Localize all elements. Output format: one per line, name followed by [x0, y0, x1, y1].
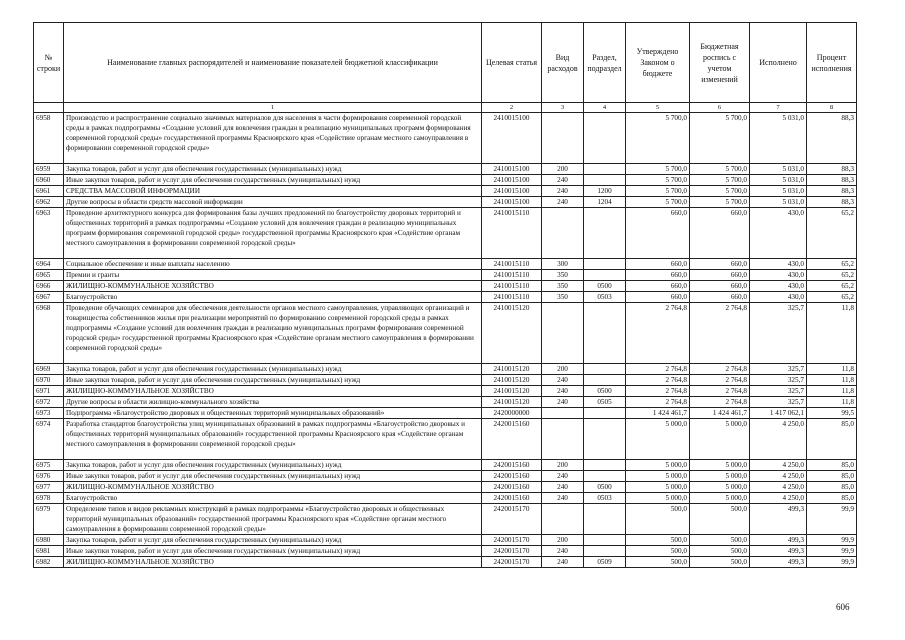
row-planned: 2 764,8 [690, 375, 750, 386]
row-executed: 4 250,0 [750, 482, 807, 493]
row-number: 6975 [34, 460, 64, 471]
row-number: 6959 [34, 164, 64, 175]
row-type [542, 408, 584, 419]
row-executed: 4 250,0 [750, 419, 807, 460]
col-number: 4 [584, 103, 626, 113]
row-percent: 11,8 [807, 303, 857, 364]
row-approved: 1 424 461,7 [626, 408, 690, 419]
row-name: Подпрограмма «Благоустройство дворовых и общественных территорий муниципальных образований» [64, 408, 482, 419]
row-target: 2420015160 [482, 482, 542, 493]
row-planned: 5 700,0 [690, 113, 750, 164]
row-target: 2420015160 [482, 460, 542, 471]
row-planned: 2 764,8 [690, 386, 750, 397]
row-target: 2410015110 [482, 259, 542, 270]
row-approved: 5 000,0 [626, 471, 690, 482]
row-target: 2420000000 [482, 408, 542, 419]
row-target: 2420015160 [482, 493, 542, 504]
row-target: 2410015120 [482, 397, 542, 408]
row-target: 2420015170 [482, 557, 542, 568]
row-target: 2420015160 [482, 471, 542, 482]
row-executed: 5 031,0 [750, 164, 807, 175]
row-percent: 99,9 [807, 504, 857, 535]
row-number: 6971 [34, 386, 64, 397]
row-executed: 430,0 [750, 270, 807, 281]
col-number: 8 [807, 103, 857, 113]
row-percent: 11,8 [807, 375, 857, 386]
row-planned: 500,0 [690, 504, 750, 535]
row-executed: 325,7 [750, 386, 807, 397]
row-type: 200 [542, 535, 584, 546]
table-row [34, 113, 857, 164]
header-name: Наименование главных распорядителей и наименование показателей бюджетной классификации [64, 23, 482, 103]
table-row [34, 259, 857, 270]
row-target: 2410015120 [482, 303, 542, 364]
col-number: 3 [542, 103, 584, 113]
row-approved: 660,0 [626, 270, 690, 281]
row-name: Производство и распространение социально значимых материалов для населения в части формирования современной городской среды в рамках подпрограммы «Создание условий для вовлечения граждан в реализацию муниципальных программ формирования современной городской среды» государственной программы Красноярского края «Содействие органам местного самоуправления в формировании современной городской среды» [64, 113, 482, 164]
row-number: 6960 [34, 175, 64, 186]
row-planned: 660,0 [690, 292, 750, 303]
row-target: 2420015160 [482, 419, 542, 460]
row-number: 6965 [34, 270, 64, 281]
row-number: 6973 [34, 408, 64, 419]
row-name: ЖИЛИЩНО-КОММУНАЛЬНОЕ ХОЗЯЙСТВО [64, 557, 482, 568]
row-number: 6981 [34, 546, 64, 557]
table-row [34, 482, 857, 493]
row-number: 6978 [34, 493, 64, 504]
row-type: 240 [542, 386, 584, 397]
row-number: 6969 [34, 364, 64, 375]
row-planned: 5 700,0 [690, 197, 750, 208]
row-percent: 85,0 [807, 419, 857, 460]
row-section [584, 303, 626, 364]
budget-report-page [33, 22, 857, 568]
table-row [34, 493, 857, 504]
row-target: 2420015170 [482, 504, 542, 535]
row-section [584, 259, 626, 270]
row-planned: 660,0 [690, 259, 750, 270]
row-target: 2410015110 [482, 270, 542, 281]
header-executed: Исполнено [750, 23, 807, 103]
table-row [34, 175, 857, 186]
row-planned: 5 700,0 [690, 164, 750, 175]
header-section: Раздел, подраздел [584, 23, 626, 103]
row-target: 2410015110 [482, 208, 542, 259]
row-target: 2410015110 [482, 281, 542, 292]
table-row [34, 419, 857, 460]
table-row [34, 281, 857, 292]
row-planned: 660,0 [690, 270, 750, 281]
row-planned: 5 000,0 [690, 471, 750, 482]
row-approved: 500,0 [626, 504, 690, 535]
row-executed: 325,7 [750, 303, 807, 364]
row-target: 2410015120 [482, 375, 542, 386]
row-planned: 5 700,0 [690, 186, 750, 197]
row-executed: 430,0 [750, 281, 807, 292]
row-percent: 11,8 [807, 386, 857, 397]
row-percent: 65,2 [807, 281, 857, 292]
row-target: 2410015120 [482, 386, 542, 397]
row-section: 0500 [584, 482, 626, 493]
row-approved: 2 764,8 [626, 375, 690, 386]
col-number: 5 [626, 103, 690, 113]
row-executed: 5 031,0 [750, 113, 807, 164]
row-name: Благоустройство [64, 292, 482, 303]
table-row [34, 364, 857, 375]
row-target: 2410015100 [482, 197, 542, 208]
row-number: 6964 [34, 259, 64, 270]
row-approved: 5 700,0 [626, 197, 690, 208]
header-target: Целевая статья [482, 23, 542, 103]
row-number: 6967 [34, 292, 64, 303]
row-section [584, 208, 626, 259]
row-planned: 500,0 [690, 546, 750, 557]
row-section [584, 375, 626, 386]
budget-table [33, 22, 857, 568]
table-row [34, 303, 857, 364]
row-executed: 325,7 [750, 375, 807, 386]
row-approved: 660,0 [626, 292, 690, 303]
row-name: Другие вопросы в области жилищно-коммунального хозяйства [64, 397, 482, 408]
row-name: Социальное обеспечение и иные выплаты населению [64, 259, 482, 270]
row-target: 2410015100 [482, 113, 542, 164]
row-number: 6974 [34, 419, 64, 460]
row-percent: 85,0 [807, 471, 857, 482]
row-target: 2410015120 [482, 364, 542, 375]
row-executed: 1 417 062,1 [750, 408, 807, 419]
row-number: 6979 [34, 504, 64, 535]
row-name: Другие вопросы в области средств массовой информации [64, 197, 482, 208]
row-type [542, 303, 584, 364]
row-type: 350 [542, 292, 584, 303]
row-planned: 2 764,8 [690, 397, 750, 408]
row-number: 6977 [34, 482, 64, 493]
row-name: Иные закупки товаров, работ и услуг для обеспечения государственных (муниципальных) нужд [64, 546, 482, 557]
row-type: 350 [542, 281, 584, 292]
table-row [34, 397, 857, 408]
row-name: Иные закупки товаров, работ и услуг для обеспечения государственных (муниципальных) нужд [64, 375, 482, 386]
row-section: 0505 [584, 397, 626, 408]
row-section: 1204 [584, 197, 626, 208]
row-planned: 5 000,0 [690, 419, 750, 460]
row-target: 2410015100 [482, 175, 542, 186]
row-section: 1200 [584, 186, 626, 197]
row-type: 240 [542, 482, 584, 493]
row-name: СРЕДСТВА МАССОВОЙ ИНФОРМАЦИИ [64, 186, 482, 197]
row-approved: 2 764,8 [626, 386, 690, 397]
row-name: Премии и гранты [64, 270, 482, 281]
row-planned: 660,0 [690, 208, 750, 259]
row-name: Иные закупки товаров, работ и услуг для обеспечения государственных (муниципальных) нужд [64, 175, 482, 186]
row-section: 0503 [584, 292, 626, 303]
table-row [34, 471, 857, 482]
row-number: 6963 [34, 208, 64, 259]
row-type: 200 [542, 164, 584, 175]
row-approved: 500,0 [626, 546, 690, 557]
row-planned: 660,0 [690, 281, 750, 292]
row-type [542, 419, 584, 460]
row-number: 6966 [34, 281, 64, 292]
row-number: 6970 [34, 375, 64, 386]
header-row-no: № строки [34, 23, 64, 103]
table-row [34, 292, 857, 303]
row-executed: 499,3 [750, 535, 807, 546]
row-approved: 660,0 [626, 281, 690, 292]
row-section [584, 471, 626, 482]
row-percent: 99,5 [807, 408, 857, 419]
row-approved: 5 000,0 [626, 419, 690, 460]
table-row [34, 460, 857, 471]
row-percent: 99,9 [807, 546, 857, 557]
row-approved: 500,0 [626, 557, 690, 568]
row-name: ЖИЛИЩНО-КОММУНАЛЬНОЕ ХОЗЯЙСТВО [64, 281, 482, 292]
row-approved: 5 700,0 [626, 175, 690, 186]
row-name: Проведение обучающих семинаров для обеспечения деятельности органов местного самоуправления, управляющих организаций и товарищества собственников жилья при реализации мероприятий по формированию современной городской среды в рамках подпрограммы «Создание условий для вовлечения граждан в реализацию муниципальных программ формирования современной городской среды» государственной программы Красноярского края «Содействие органам местного самоуправления в формировании современной городской среды» [64, 303, 482, 364]
row-section [584, 535, 626, 546]
row-section [584, 113, 626, 164]
row-name: ЖИЛИЩНО-КОММУНАЛЬНОЕ ХОЗЯЙСТВО [64, 386, 482, 397]
row-target: 2420015170 [482, 535, 542, 546]
col-number [34, 103, 64, 113]
row-name: Иные закупки товаров, работ и услуг для обеспечения государственных (муниципальных) нужд [64, 471, 482, 482]
row-approved: 5 700,0 [626, 186, 690, 197]
row-approved: 660,0 [626, 259, 690, 270]
col-number: 1 [64, 103, 482, 113]
col-number: 7 [750, 103, 807, 113]
header-percent: Процент исполнения [807, 23, 857, 103]
row-approved: 5 000,0 [626, 482, 690, 493]
row-executed: 5 031,0 [750, 186, 807, 197]
row-percent: 65,2 [807, 259, 857, 270]
row-section: 0500 [584, 281, 626, 292]
row-type [542, 208, 584, 259]
row-section [584, 546, 626, 557]
table-row [34, 270, 857, 281]
row-type: 240 [542, 493, 584, 504]
row-approved: 2 764,8 [626, 364, 690, 375]
table-row [34, 535, 857, 546]
row-percent: 99,9 [807, 535, 857, 546]
row-number: 6982 [34, 557, 64, 568]
table-row [34, 408, 857, 419]
row-number: 6962 [34, 197, 64, 208]
row-approved: 500,0 [626, 535, 690, 546]
table-row [34, 186, 857, 197]
table-row [34, 557, 857, 568]
row-name: Определение типов и видов рекламных конструкций в рамках подпрограммы «Благоустройство дворовых и общественных территорий муниципальных образований» государственной программы Красноярского края «Содействие органам местного самоуправления в формировании современной городской среды» [64, 504, 482, 535]
row-approved: 5 700,0 [626, 164, 690, 175]
row-number: 6968 [34, 303, 64, 364]
row-approved: 5 000,0 [626, 460, 690, 471]
row-percent: 11,8 [807, 364, 857, 375]
row-number: 6976 [34, 471, 64, 482]
row-name: Благоустройство [64, 493, 482, 504]
row-name: ЖИЛИЩНО-КОММУНАЛЬНОЕ ХОЗЯЙСТВО [64, 482, 482, 493]
row-type: 240 [542, 186, 584, 197]
row-planned: 5 000,0 [690, 493, 750, 504]
row-executed: 325,7 [750, 364, 807, 375]
row-type: 240 [542, 197, 584, 208]
row-type: 240 [542, 375, 584, 386]
row-executed: 4 250,0 [750, 493, 807, 504]
row-approved: 5 700,0 [626, 113, 690, 164]
table-row [34, 546, 857, 557]
col-number: 6 [690, 103, 750, 113]
row-planned: 5 000,0 [690, 482, 750, 493]
header-type: Вид расходов [542, 23, 584, 103]
table-row [34, 208, 857, 259]
row-type: 200 [542, 460, 584, 471]
row-percent: 88,3 [807, 113, 857, 164]
row-planned: 500,0 [690, 535, 750, 546]
row-executed: 430,0 [750, 259, 807, 270]
row-section [584, 504, 626, 535]
row-type: 240 [542, 397, 584, 408]
row-percent: 99,9 [807, 557, 857, 568]
row-number: 6961 [34, 186, 64, 197]
row-planned: 500,0 [690, 557, 750, 568]
row-number: 6980 [34, 535, 64, 546]
row-type: 240 [542, 471, 584, 482]
header-planned: Бюджетная роспись с учетом изменений [690, 23, 750, 103]
row-name: Закупка товаров, работ и услуг для обеспечения государственных (муниципальных) нужд [64, 460, 482, 471]
row-number: 6958 [34, 113, 64, 164]
row-number: 6972 [34, 397, 64, 408]
row-percent: 65,2 [807, 292, 857, 303]
row-type: 240 [542, 175, 584, 186]
row-type [542, 504, 584, 535]
row-section [584, 364, 626, 375]
row-section: 0509 [584, 557, 626, 568]
row-executed: 5 031,0 [750, 197, 807, 208]
table-body [34, 113, 857, 568]
row-percent: 88,3 [807, 175, 857, 186]
row-planned: 5 700,0 [690, 175, 750, 186]
row-percent: 65,2 [807, 270, 857, 281]
row-type: 240 [542, 546, 584, 557]
row-executed: 4 250,0 [750, 471, 807, 482]
row-type: 300 [542, 259, 584, 270]
row-percent: 88,3 [807, 164, 857, 175]
row-section [584, 408, 626, 419]
row-planned: 2 764,8 [690, 303, 750, 364]
row-approved: 5 000,0 [626, 493, 690, 504]
row-target: 2410015110 [482, 292, 542, 303]
row-approved: 660,0 [626, 208, 690, 259]
row-target: 2410015100 [482, 186, 542, 197]
row-executed: 499,3 [750, 504, 807, 535]
row-type [542, 113, 584, 164]
row-percent: 85,0 [807, 482, 857, 493]
page-number: 606 [836, 602, 850, 612]
row-planned: 1 424 461,7 [690, 408, 750, 419]
table-header [34, 23, 857, 113]
row-percent: 65,2 [807, 208, 857, 259]
row-type: 350 [542, 270, 584, 281]
row-section [584, 460, 626, 471]
row-section [584, 419, 626, 460]
row-executed: 430,0 [750, 292, 807, 303]
header-approved: Утверждено Законом о бюджете [626, 23, 690, 103]
row-executed: 325,7 [750, 397, 807, 408]
row-planned: 5 000,0 [690, 460, 750, 471]
row-approved: 2 764,8 [626, 397, 690, 408]
row-name: Разработка стандартов благоустройства улиц муниципальных образований в рамках подпрограммы «Благоустройство дворовых и общественных территорий муниципальных образований» государственной программы Красноярского края «Содействие органам местного самоуправления в формировании современной городской среды» [64, 419, 482, 460]
row-section [584, 175, 626, 186]
row-executed: 430,0 [750, 208, 807, 259]
table-row [34, 504, 857, 535]
row-section [584, 164, 626, 175]
row-target: 2420015170 [482, 546, 542, 557]
table-row [34, 375, 857, 386]
col-number: 2 [482, 103, 542, 113]
row-percent: 88,3 [807, 197, 857, 208]
row-approved: 2 764,8 [626, 303, 690, 364]
row-name: Закупка товаров, работ и услуг для обеспечения государственных (муниципальных) нужд [64, 364, 482, 375]
table-row [34, 164, 857, 175]
row-section [584, 270, 626, 281]
row-percent: 85,0 [807, 493, 857, 504]
row-executed: 4 250,0 [750, 460, 807, 471]
table-row [34, 386, 857, 397]
row-planned: 2 764,8 [690, 364, 750, 375]
row-section: 0503 [584, 493, 626, 504]
row-executed: 5 031,0 [750, 175, 807, 186]
row-percent: 85,0 [807, 460, 857, 471]
row-type: 240 [542, 557, 584, 568]
row-target: 2410015100 [482, 164, 542, 175]
row-percent: 88,3 [807, 186, 857, 197]
row-name: Закупка товаров, работ и услуг для обеспечения государственных (муниципальных) нужд [64, 535, 482, 546]
column-number-row [34, 103, 857, 113]
row-section: 0500 [584, 386, 626, 397]
row-type: 200 [542, 364, 584, 375]
table-row [34, 197, 857, 208]
row-name: Закупка товаров, работ и услуг для обеспечения государственных (муниципальных) нужд [64, 164, 482, 175]
row-name: Проведение архитектурного конкурса для формирования базы лучших предложений по благоустройству дворовых территорий и общественных территорий в рамках подпрограммы «Создание условий для вовлечения граждан в реализацию муниципальных программ формирования современной городской среды» государственной программы Красноярского края «Содействие органам местного самоуправления в формировании современной городской среды» [64, 208, 482, 259]
row-percent: 11,8 [807, 397, 857, 408]
row-executed: 499,3 [750, 557, 807, 568]
row-executed: 499,3 [750, 546, 807, 557]
